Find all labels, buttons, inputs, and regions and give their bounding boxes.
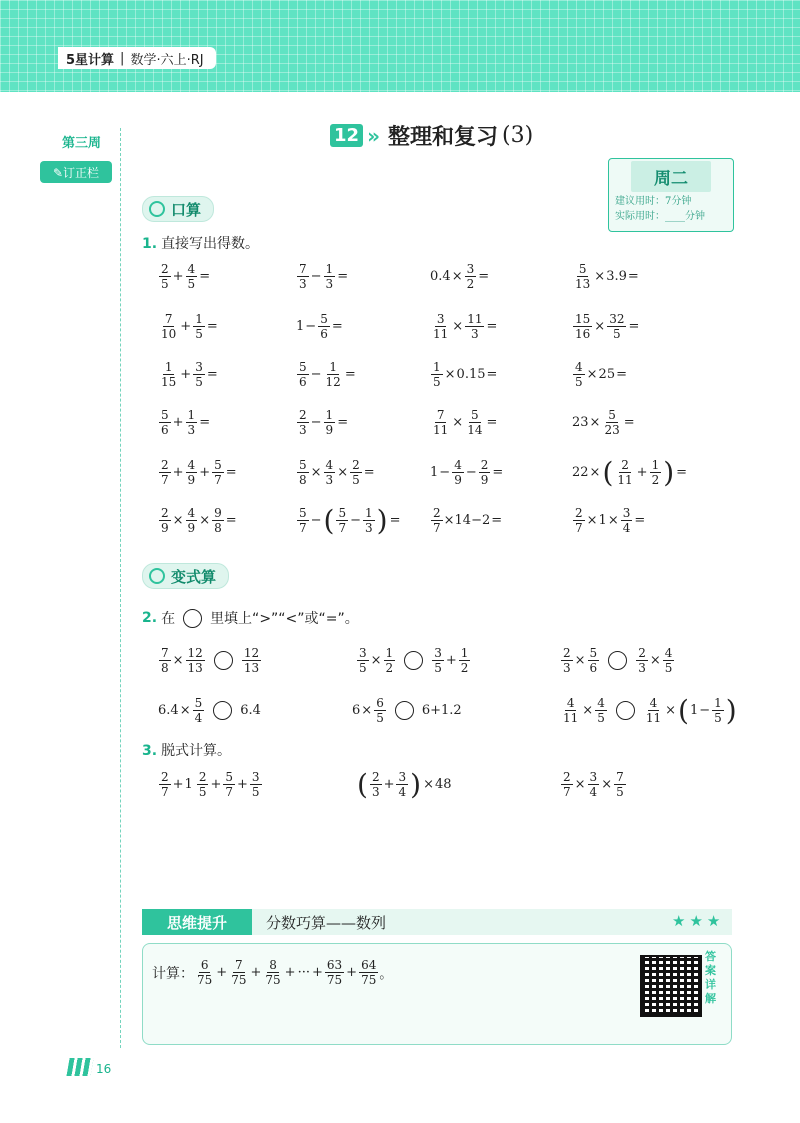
exercise-4-1: 5 6 + $\frac{1}{3}$ = [161,408,211,437]
exercise-3-3: $\frac{1}{5}$ × 0.15 = [433,360,498,389]
compare-circle[interactable] [616,701,635,720]
compare-1-2: $\frac{3}{5}$ × $\frac{1}{2}$ 3 5 + $\frac{1}{2}$ [359,646,469,675]
exercise-6-4: $\frac{2}{7}$ × 1 × $\frac{3}{4}$ = [575,506,646,535]
exercise-2-4: $\frac{15}{16}$ × $\frac{32}{5}$ = [575,312,640,341]
compare-circle[interactable] [608,651,627,670]
exercise-2-3: $\frac{3}{11}$ × $\frac{11}{3}$ = [433,312,498,341]
stopwatch-icon [149,201,165,217]
day-card [608,158,734,232]
lesson-part: (3) [502,123,534,148]
compare-2-2: 6 × $\frac{6}{5}$ 6+1.2 [352,696,462,725]
section-variant-label: 变式算 [171,567,217,586]
q2-post: 里填上“>”“<”或“=”。 [210,611,359,627]
q2-number: 2. [142,610,158,626]
qr-label: 答案详解 [705,950,716,1005]
exercise-1-3: 0.4 × $\frac{3}{2}$ = [430,262,490,291]
correction-label: ✎订正栏 [40,161,112,183]
exercise-6-3: $\frac{2}{7}$ ×14−2 = [433,506,503,535]
exercise-4-3: $\frac{7}{11}$ × $\frac{5}{14}$ = [433,408,498,437]
compare-circle[interactable] [395,701,414,720]
chevron-right-icon: » [367,123,380,148]
exercise-1-2: 7 3 − $\frac{1}{3}$ = [299,262,349,291]
q1-title [142,233,259,253]
series-sep: | [120,50,125,66]
compare-circle[interactable] [404,651,423,670]
exercise-3-2: 5 6 − $\frac{1}{12}$ = [299,360,356,389]
stepwise-1: 2 7 + 1 2 5 + $\frac{5}{7}$ + $\frac{3}{5}$ [161,770,260,799]
q3-text: 脱式计算。 [161,743,232,759]
stepwise-2: ( 2 3 + $\frac{3}{4}$ ) × 48 [357,767,452,801]
exercise-2-2: 1 − $\frac{5}{6}$ = [296,312,343,341]
circle-icon [183,609,202,628]
exercise-1-1: 2 5 + $\frac{4}{5}$ = [161,262,211,291]
compare-1-3: $\frac{2}{3}$ × $\frac{5}{6}$ $\frac{2}{3}$ × $\frac{4}{5}$ [563,646,673,675]
exercise-3-4: $\frac{4}{5}$ × 25 = [575,360,627,389]
section-oral [142,196,214,222]
compare-circle[interactable] [213,701,232,720]
q3-title [142,740,231,760]
think-subtitle: 分数巧算——数列 [266,914,387,932]
series-name: 5星计算 [66,52,115,68]
actual-time: 实际用时：____分钟 [615,211,705,222]
section-variant [142,563,229,589]
header-band [0,0,800,92]
think-label: 思维提升 [142,909,252,935]
compare-2-3: $\frac{4}{11}$ × $\frac{4}{5}$ $\frac{4}{11}$ × ( 1 − $\frac{1}{5}$ ) [563,693,737,727]
compare-2-1: 6.4 × $\frac{5}{4}$ 6.4 [158,696,261,725]
exercise-6-1: $\frac{2}{9}$ × $\frac{4}{9}$ × $\frac{9}{8}$ = [161,506,237,535]
lesson-number: 12 [330,124,363,147]
q1-number: 1. [142,236,158,252]
difficulty-stars: ★★★ [672,912,725,930]
qr-code-icon[interactable] [640,955,702,1017]
exercise-1-4: $\frac{5}{13}$ × 3.9 = [575,262,639,291]
exercise-5-4: 22 × ( 2 11 + $\frac{1}{2}$ ) = [572,455,688,489]
compare-circle[interactable] [214,651,233,670]
books-icon [66,1058,93,1076]
margin-line [120,128,121,1048]
series-subject: 数学·六上·RJ [130,52,204,68]
think-question: 计算： 6 75 + $\frac{7}{75}$ + $\frac{8}{75}$ + ··· + $\frac{63}{75}$ + $\frac{64}{75}$ 。 [152,958,393,987]
stepwise-3: $\frac{2}{7}$ × $\frac{3}{4}$ × $\frac{7}{5}$ [563,770,624,799]
exercise-6-2: 5 7 − ( 5 7 − $\frac{1}{3}$ ) = [299,503,401,537]
lesson-name: 整理和复习 [387,125,498,150]
exercise-5-1: 2 7 + $\frac{4}{9}$ + $\frac{5}{7}$ = [161,458,237,487]
exercise-2-1: 7 10 + $\frac{1}{5}$ = [161,312,218,341]
series-tag [58,47,216,69]
q2-title [142,608,359,628]
suggested-time: 建议用时：7分钟 [615,196,692,207]
exercise-5-3: 1 − $\frac{4}{9}$ − $\frac{2}{9}$ = [430,458,504,487]
exercise-3-1: 1 15 + $\frac{3}{5}$ = [161,360,218,389]
q1-text: 直接写出得数。 [161,236,260,252]
q2-pre: 在 [161,611,176,627]
target-icon [149,568,165,584]
exercise-4-4: 23 × $\frac{5}{23}$ = [572,408,635,437]
page-number: 16 [96,1062,112,1076]
day-label: 周二 [631,161,711,192]
exercise-5-2: $\frac{5}{8}$ × $\frac{4}{3}$ × $\frac{2}{5}$ = [299,458,375,487]
section-oral-label: 口算 [171,200,202,219]
week-label: 第三周 [62,136,102,151]
exercise-4-2: 2 3 − $\frac{1}{9}$ = [299,408,349,437]
compare-1-1: $\frac{7}{8}$ × $\frac{12}{13}$ 12 13 [161,646,260,675]
lesson-title [330,120,533,151]
q3-number: 3. [142,743,158,759]
